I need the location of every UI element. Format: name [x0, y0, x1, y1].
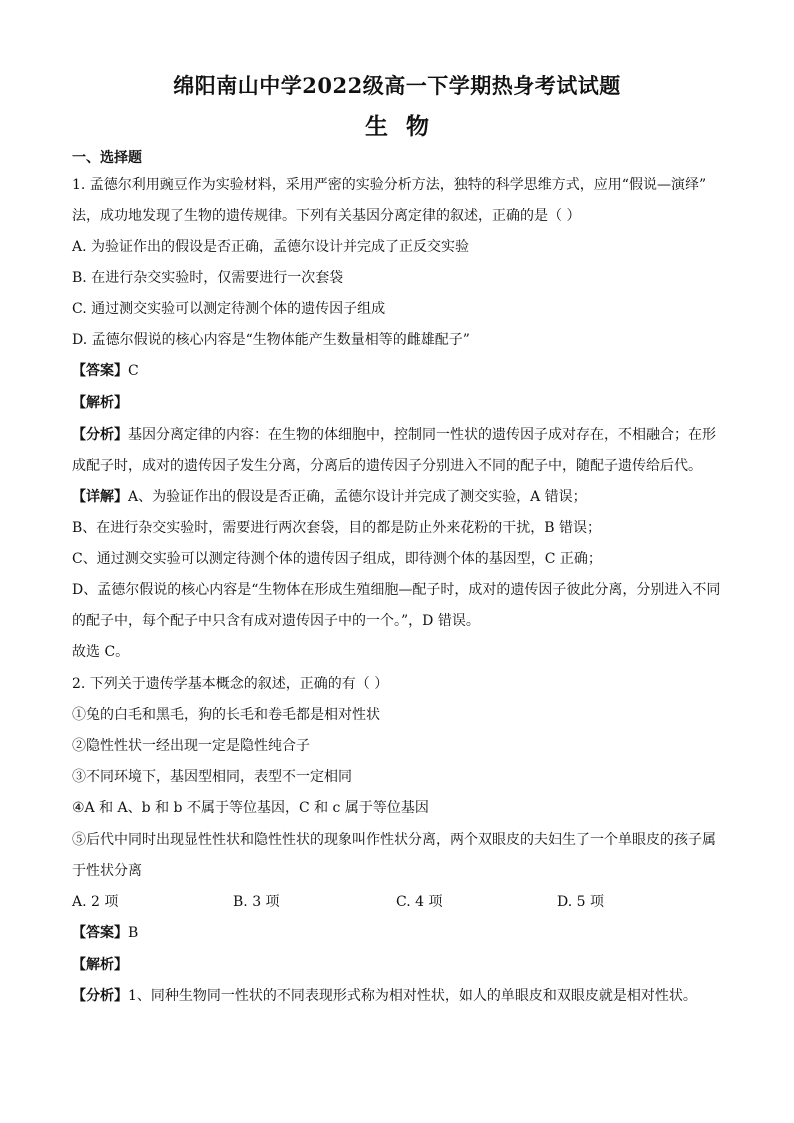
q1-xiangjie-b: B、在进行杂交实验时，需要进行两次套袋，目的都是防止外来花粉的干扰，B 错误；	[72, 520, 602, 536]
q2-item-5-line1: ⑤后代中同时出现显性性状和隐性性状的现象叫作性状分离，两个双眼皮的夫妇生了一个单眼皮的孩子属	[72, 832, 716, 848]
q1-fenxi-line1	[72, 425, 732, 445]
xiangjie-tag: 【详解】	[72, 489, 128, 505]
answer-value: C	[128, 363, 139, 379]
q1-xiangjie-d2: 的配子中，每个配子中只含有成对遗传因子中的一个。”，D 错误。	[72, 613, 480, 629]
q2-option-d: D. 5 项	[557, 894, 604, 910]
q1-fenxi-line2: 成配子时，成对的遗传因子发生分离，分离后的遗传因子分别进入不同的配子中，随配子遗传给后代。	[72, 458, 702, 474]
fenxi-tag: 【分析】	[72, 988, 128, 1004]
q1-option-c: C. 通过测交实验可以测定待测个体的遗传因子组成	[72, 301, 386, 317]
q1-option-a: A. 为验证作出的假设是否正确，孟德尔设计并完成了正反交实验	[72, 239, 470, 255]
q1-answer	[72, 361, 732, 381]
q1-xiangjie-a	[72, 487, 732, 507]
q2-option-a: A. 2 项	[72, 894, 119, 910]
q1-conclusion: 故选 C。	[72, 644, 130, 660]
q2-item-3: ③不同环境下，基因型相同，表型不一定相同	[72, 769, 352, 785]
answer-tag: 【答案】	[72, 363, 128, 379]
q1-option-d: D. 孟德尔假说的核心内容是“生物体能产生数量相等的雌雄配子”	[72, 332, 470, 348]
q2-answer	[72, 923, 732, 943]
q2-option-c: C. 4 项	[396, 894, 443, 910]
analysis-tag: 【解析】	[72, 957, 128, 973]
q2-item-5-line2: 于性状分离	[72, 863, 142, 879]
answer-value: B	[128, 925, 139, 941]
q1-stem-line2: 法，成功地发现了生物的遗传规律。下列有关基因分离定律的叙述，正确的是（ ）	[72, 208, 581, 224]
q1-xiangjie-c: C、通过测交实验可以测定待测个体的遗传因子组成，即待测个体的基因型，C 正确；	[72, 551, 602, 567]
q1-xiangjie-d1: D、孟德尔假说的核心内容是“生物体在形成生殖细胞—配子时，成对的遗传因子彼此分离，分别进入不同	[72, 582, 721, 598]
fenxi-tag: 【分析】	[72, 427, 128, 443]
q2-item-1: ①兔的白毛和黑毛，狗的长毛和卷毛都是相对性状	[72, 707, 380, 723]
q2-item-4: ④A 和 A、b 和 b 不属于等位基因，C 和 c 属于等位基因	[72, 800, 429, 816]
section-heading: 一、选择题	[72, 150, 142, 166]
xiangjie-a-text: A、为验证作出的假设是否正确，孟德尔设计并完成了测交实验，A 错误；	[128, 489, 587, 505]
q2-fenxi-line1	[72, 986, 732, 1006]
answer-tag: 【答案】	[72, 925, 128, 941]
analysis-tag: 【解析】	[72, 395, 128, 411]
q2-item-2: ②隐性性状一经出现一定是隐性纯合子	[72, 738, 310, 754]
fenxi-text: 基因分离定律的内容：在生物的体细胞中，控制同一性状的遗传因子成对存在，不相融合；在形	[128, 427, 716, 443]
q1-analysis-tag	[72, 393, 732, 413]
q1-option-b: B. 在进行杂交实验时，仅需要进行一次套袋	[72, 270, 344, 286]
q1-stem-line1: 1. 孟德尔利用豌豆作为实验材料，采用严密的实验分析方法，独特的科学思维方式，应用“假说—演绎”	[72, 177, 707, 193]
subject-title: 生物	[365, 113, 447, 140]
exam-title: 绵阳南山中学2022级高一下学期热身考试试题	[173, 73, 621, 98]
q2-stem: 2. 下列关于遗传学基本概念的叙述，正确的有（ ）	[72, 676, 389, 692]
fenxi-text: 1、同种生物同一性状的不同表现形式称为相对性状，如人的单眼皮和双眼皮就是相对性状。	[128, 988, 697, 1004]
q2-option-b: B. 3 项	[233, 894, 280, 910]
q2-analysis-tag	[72, 955, 732, 975]
